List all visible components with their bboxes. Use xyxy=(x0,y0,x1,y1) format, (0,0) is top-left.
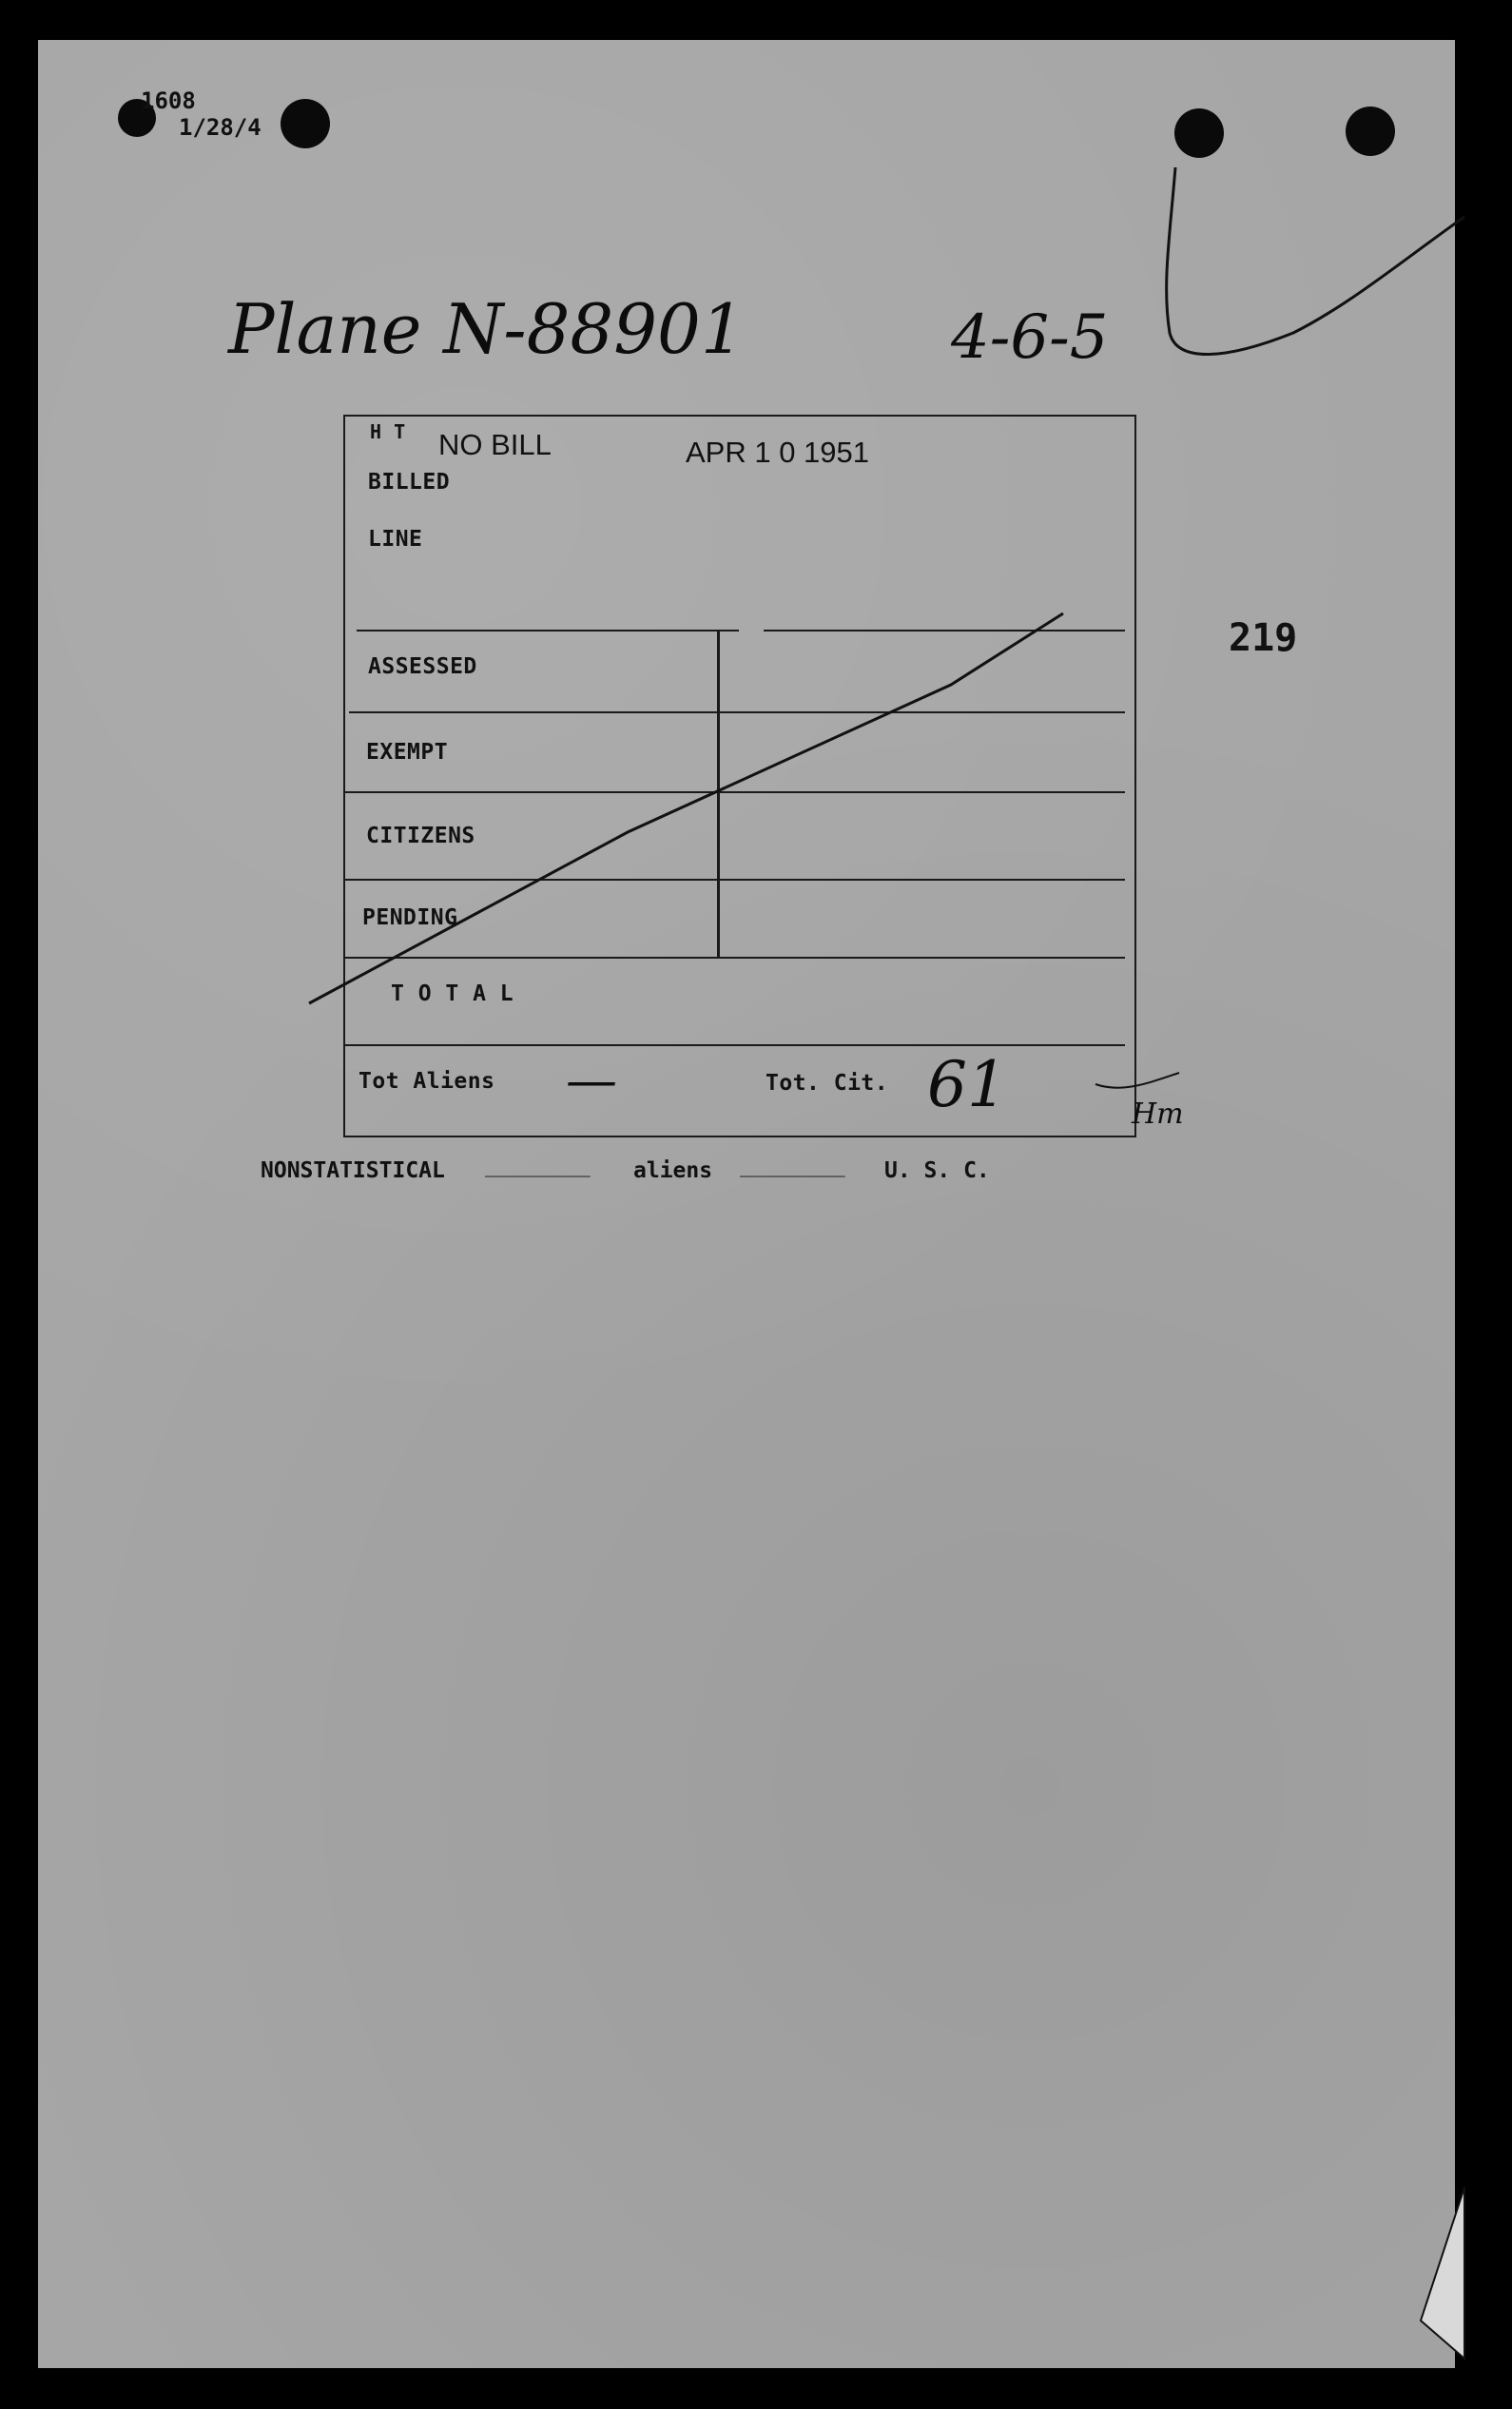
no-bill-stamp: NO BILL xyxy=(438,428,552,461)
row-citizens: CITIZENS xyxy=(366,824,475,848)
bracket-curve xyxy=(1167,167,1464,355)
tot-cit-value: 61 xyxy=(927,1048,1007,1121)
aliens-label: aliens xyxy=(633,1158,713,1183)
tot-aliens-label: Tot Aliens xyxy=(359,1069,495,1094)
usc-label: U. S. C. xyxy=(884,1158,990,1183)
line-label: LINE xyxy=(368,527,423,552)
date-stamp: APR 1 0 1951 xyxy=(686,436,870,469)
form-date: 1/28/4 xyxy=(179,114,262,141)
row-assessed: ASSESSED xyxy=(368,654,477,679)
total-label: T O T A L xyxy=(391,981,514,1006)
form-number: 1608 xyxy=(141,87,196,114)
ht-label: H T xyxy=(370,420,406,443)
initials: Hm xyxy=(1132,1098,1184,1131)
aliens-blank: ________ xyxy=(740,1153,845,1177)
nonstatistical-label: NONSTATISTICAL xyxy=(261,1158,445,1183)
tot-cit-label: Tot. Cit. xyxy=(766,1071,889,1096)
nonstatistical-blank: ________ xyxy=(485,1153,591,1177)
initials-flourish xyxy=(1095,1073,1179,1088)
corner-fold xyxy=(1421,2187,1464,2359)
row-pending: PENDING xyxy=(362,905,458,930)
billed-label: BILLED xyxy=(368,470,451,495)
tot-aliens-value: — xyxy=(566,1050,617,1110)
stamp-number: 219 xyxy=(1229,616,1298,660)
handwritten-date: 4-6-5 xyxy=(951,302,1109,373)
row-exempt: EXEMPT xyxy=(366,740,449,765)
plane-number: Plane N-88901 xyxy=(228,289,745,369)
diagonal-strike-line xyxy=(309,613,1063,1003)
